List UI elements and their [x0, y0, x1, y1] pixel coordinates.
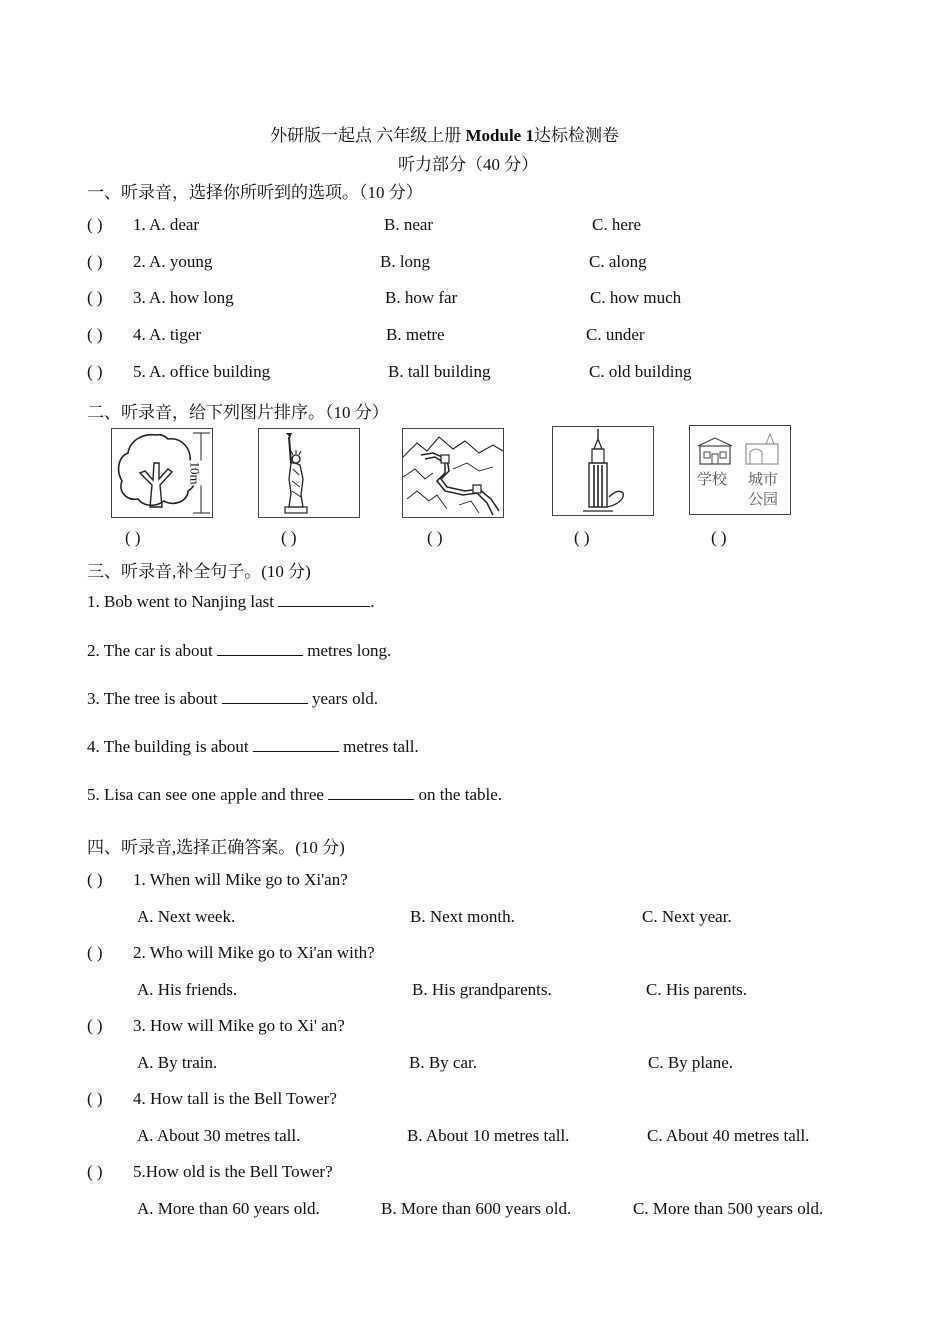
sentence-text: 1. Bob went to Nanjing last: [87, 592, 279, 611]
height-label: 10m: [187, 461, 203, 485]
option-a: A. About 30 metres tall.: [137, 1126, 301, 1145]
sentence-text: years old.: [307, 689, 379, 708]
option-a: A. His friends.: [137, 980, 238, 999]
option-a: A. More than 60 years old.: [137, 1199, 320, 1218]
answer-blank[interactable]: ( ): [87, 943, 103, 962]
option-c: C. here: [592, 215, 642, 234]
question-text: 4. A. tiger: [133, 325, 201, 344]
park-label-line1: 城市: [748, 470, 779, 488]
sentence-text: metres long.: [302, 641, 392, 660]
option-a: A. By train.: [137, 1053, 218, 1072]
picture-answer-blank[interactable]: ( ): [711, 528, 727, 547]
sentence-text: .: [370, 592, 375, 611]
skyscraper-picture: [552, 426, 654, 516]
page-title: [270, 121, 619, 146]
section1-heading: 一、听录音，选择你所听到的选项。（10 分）: [87, 183, 423, 202]
picture-answer-blank[interactable]: ( ): [427, 528, 443, 547]
section3-heading: 三、听录音,补全句子。(10 分): [87, 562, 311, 581]
picture-answer-blank[interactable]: ( ): [125, 528, 141, 547]
answer-blank[interactable]: ( ): [87, 215, 103, 234]
option-b: B. long: [380, 252, 431, 271]
skyscraper-icon: [553, 427, 653, 515]
option-a: A. Next week.: [137, 907, 236, 926]
fill-blank[interactable]: [278, 592, 370, 607]
picture-answer-blank[interactable]: ( ): [281, 528, 297, 547]
sentence: [87, 592, 374, 612]
question-text: 1. A. dear: [133, 215, 200, 234]
option-b: B. Next month.: [410, 907, 515, 926]
answer-blank[interactable]: ( ): [87, 288, 103, 307]
answer-blank[interactable]: ( ): [87, 1089, 103, 1108]
answer-blank[interactable]: ( ): [87, 1162, 103, 1181]
option-b: B. By car.: [409, 1053, 477, 1072]
option-c: C. Next year.: [642, 907, 732, 926]
sentence-text: on the table.: [414, 785, 503, 804]
sentence-text: 3. The tree is about: [87, 689, 222, 708]
sentence: [87, 737, 419, 757]
sentence-text: 4. The building is about: [87, 737, 253, 756]
option-c: C. under: [586, 325, 645, 344]
option-c: C. old building: [589, 362, 692, 381]
school-label: 学校: [697, 470, 728, 488]
option-b: B. His grandparents.: [412, 980, 552, 999]
park-label-line2: 公园: [748, 490, 779, 508]
option-c: C. His parents.: [646, 980, 748, 999]
title-suffix: 达标检测卷: [533, 126, 619, 145]
fill-blank[interactable]: [222, 689, 308, 704]
statue-of-liberty-icon: [259, 429, 359, 517]
option-c: C. how much: [590, 288, 682, 307]
option-b: B. tall building: [388, 362, 491, 381]
title-text: 外研版一起点 六年级上册: [270, 126, 466, 145]
sentence-text: 5. Lisa can see one apple and three: [87, 785, 329, 804]
great-wall-picture: [402, 428, 504, 518]
question-text: 3. A. how long: [133, 288, 234, 307]
question-text: 2. A. young: [133, 252, 213, 271]
fill-blank[interactable]: [253, 737, 339, 752]
page-subtitle: 听力部分（40 分）: [398, 155, 539, 174]
fill-blank[interactable]: [328, 785, 414, 800]
sentence: [87, 641, 391, 661]
answer-blank[interactable]: ( ): [87, 325, 103, 344]
question-text: 5. A. office building: [133, 362, 271, 381]
answer-blank[interactable]: ( ): [87, 870, 103, 889]
option-c: C. About 40 metres tall.: [647, 1126, 810, 1145]
answer-blank[interactable]: ( ): [87, 1016, 103, 1035]
answer-blank[interactable]: ( ): [87, 252, 103, 271]
sentence: [87, 689, 378, 709]
picture-answer-blank[interactable]: ( ): [574, 528, 590, 547]
question-text: 1. When will Mike go to Xi'an?: [133, 870, 348, 889]
tree-picture: [111, 428, 213, 518]
option-c: C. along: [589, 252, 647, 271]
option-b: B. About 10 metres tall.: [407, 1126, 570, 1145]
sentence-text: 2. The car is about: [87, 641, 217, 660]
sentence: [87, 785, 502, 805]
option-c: C. More than 500 years old.: [633, 1199, 824, 1218]
option-b: B. metre: [386, 325, 445, 344]
sentence-text: metres tall.: [338, 737, 419, 756]
title-module: Module 1: [465, 126, 534, 145]
section4-heading: 四、听录音,选择正确答案。(10 分): [87, 838, 345, 857]
school-park-picture: [689, 425, 791, 515]
section2-heading: 二、听录音，给下列图片排序。（10 分）: [87, 403, 389, 422]
option-b: B. near: [384, 215, 434, 234]
great-wall-icon: [403, 429, 503, 517]
question-text: 2. Who will Mike go to Xi'an with?: [133, 943, 375, 962]
fill-blank[interactable]: [217, 641, 303, 656]
option-b: B. how far: [385, 288, 458, 307]
option-b: B. More than 600 years old.: [381, 1199, 572, 1218]
answer-blank[interactable]: ( ): [87, 362, 103, 381]
question-text: 3. How will Mike go to Xi' an?: [133, 1016, 345, 1035]
question-text: 4. How tall is the Bell Tower?: [133, 1089, 337, 1108]
option-c: C. By plane.: [648, 1053, 733, 1072]
statue-picture: [258, 428, 360, 518]
question-text: 5.How old is the Bell Tower?: [133, 1162, 333, 1181]
